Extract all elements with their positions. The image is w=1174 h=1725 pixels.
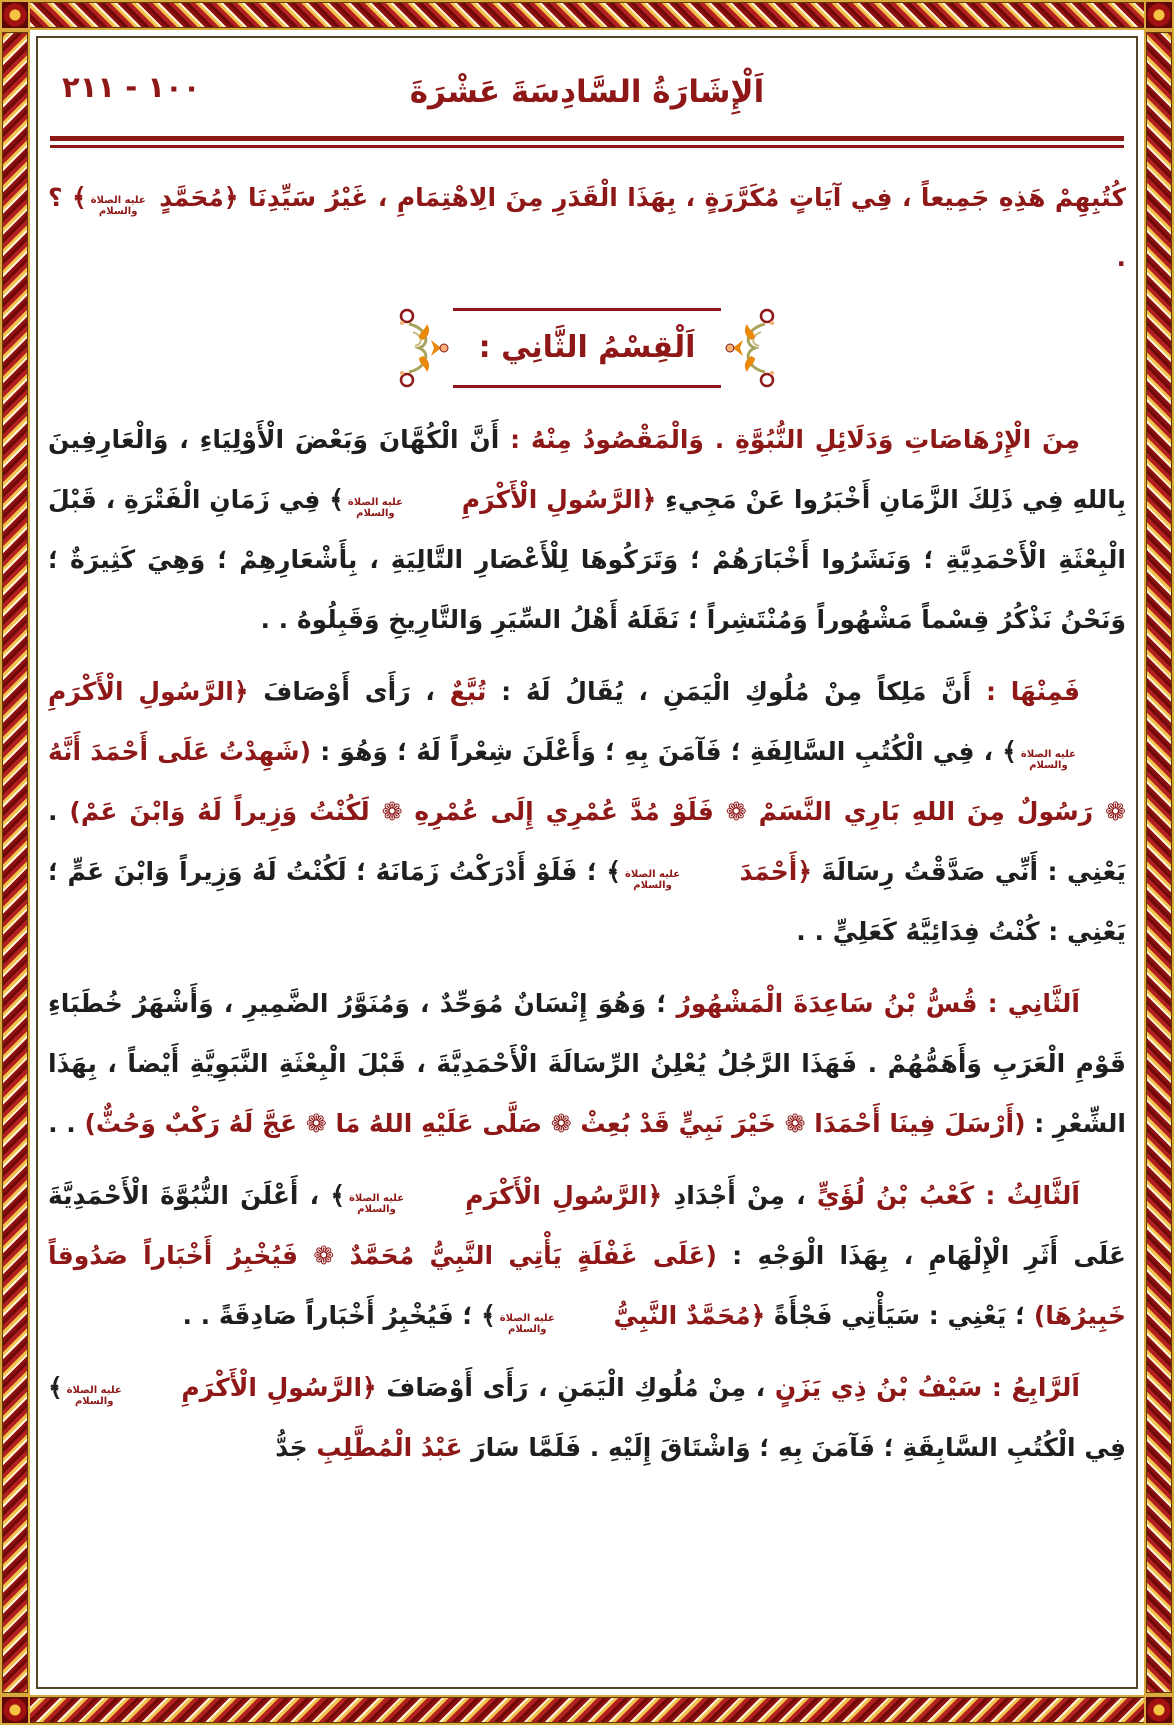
item-second xyxy=(48,974,1126,1154)
page-numbers: ١٠٠ - ٢١١ xyxy=(62,70,201,104)
honorific-mark: عليه الصلاة والسلام xyxy=(625,868,681,891)
text-segment: ﴾ فِي الْكُتُبِ السَّابِقَةِ ؛ فَآمَنَ بِهِ ؛ وَاشْتَاقَ إِلَيْهِ . فَلَمَّا سَارَ xyxy=(48,1372,1126,1462)
text-segment: ﴿أَحْمَدَ xyxy=(730,856,813,886)
honorific-mark: عليه الصلاة والسلام xyxy=(349,1192,405,1215)
text-segment: مِنَ الْإِرْهَاصَاتِ وَدَلَائِلِ النُّبُوَّةِ . وَالْمَقْصُودُ مِنْهُ : xyxy=(499,424,1080,454)
text-segment: ﴾ فِي زَمَانِ الْفَتْرَةِ ، قَبْلَ الْبِعْثَةِ الْأَحْمَدِيَّةِ ؛ وَنَشَرُوا أَخْبَارَهُمْ ؛ وَتَرَكُوهَا لِلْأَعْصَارِ التَّالِيَةِ ، بِأَشْعَارِهِمْ ؛ وَهِيَ كَثِيرَةٌ ؛ وَنَحْنُ نَذْكُرُ قِسْماً مَشْهُوراً وَمُنْتَشِراً ؛ نَقَلَهُ أَهْلُ السِّيَرِ وَالتَّارِيخِ وَقَبِلُوهُ . . xyxy=(48,484,1126,634)
text-segment: كُتُبِهِمْ هَذِهِ جَمِيعاً ، فِي آيَاتٍ مُكَرَّرَةٍ ، بِهَذَا الْقَدَرِ مِنَ الِاهْتِمَامِ ، غَيْرُ سَيِّدِنَا ﴿مُحَمَّدٍ xyxy=(149,182,1126,212)
text-segment: ﴿الرَّسُولِ الْأَكْرَمِ xyxy=(452,484,657,514)
ornamental-border-right xyxy=(1144,30,1174,1695)
page-title: اَلْإِشَارَةُ السَّادِسَةَ عَشْرَةَ xyxy=(409,74,765,110)
text-segment: أَنَّ الْكُهَّانَ وَبَعْضَ الْأَوْلِيَاءِ ، وَالْعَارِفِينَ بِاللهِ فِي ذَلِكَ الزَّمَانِ أَخْبَرُوا عَنْ مَجِيءِ xyxy=(48,424,1126,514)
page-content xyxy=(42,38,1132,1687)
text-segment: (أَرْسَلَ فِينَا أَحْمَدَا ❁ خَيْرَ نَبِيٍّ قَدْ بُعِثْ ❁ صَلَّى عَلَيْهِ اللهُ مَا ❁ عَجَّ لَهُ رَكْبٌ وَحُثٌّ) xyxy=(84,1108,1026,1138)
honorific-mark: عليه الصلاة والسلام xyxy=(90,194,146,217)
text-segment: ﴾ ؟ . xyxy=(48,182,1126,272)
text-segment: ؛ يَعْنِي : سَيَأْتِي فَجْأَةً xyxy=(765,1300,1034,1330)
text-segment: ، رَأَى أَوْصَافَ xyxy=(248,676,450,706)
text-body xyxy=(48,168,1126,1478)
text-segment: (شَهِدْتُ عَلَى أَحْمَدَ أَنَّهُ ❁ رَسُولٌ مِنَ اللهِ بَارِي النَّسَمْ ❁ فَلَوْ مُدَّ عُمْرِي إِلَى عُمْرِهِ ❁ لَكُنْتُ وَزِيراً لَهُ وَابْنَ عَمْ) xyxy=(48,736,1126,826)
item-first xyxy=(48,662,1126,962)
ornamental-border-left xyxy=(0,30,30,1695)
header-divider xyxy=(50,136,1124,148)
text-segment: جَدُّ xyxy=(275,1432,317,1462)
text-segment: ﴾ ؛ فَيُخْبِرُ أَخْبَاراً صَادِقَةً . . xyxy=(182,1300,496,1330)
text-segment: ﴿الرَّسُولِ الْأَكْرَمِ xyxy=(171,1372,377,1402)
text-segment: ﴿الرَّسُولِ الْأَكْرَمِ xyxy=(48,676,249,706)
text-segment: ﴿مُحَمَّدٌ النَّبِيُّ xyxy=(604,1300,766,1330)
ornamental-border-top xyxy=(0,0,1174,30)
text-segment: عَبْدُ الْمُطَّلِبِ xyxy=(316,1432,463,1462)
continuation-paragraph xyxy=(48,168,1126,288)
ornamental-border-bottom xyxy=(0,1695,1174,1725)
section-title: اَلْقِسْمُ الثَّانِي : xyxy=(478,329,696,365)
text-segment: . . xyxy=(48,1108,85,1138)
divider-thin-line xyxy=(50,145,1124,148)
intro-paragraph xyxy=(48,410,1126,650)
text-segment: ، مِنْ أَجْدَادِ xyxy=(662,1180,817,1210)
honorific-mark: عليه الصلاة والسلام xyxy=(499,1312,555,1335)
text-segment: ﴾ ؛ فَلَوْ أَدْرَكْتُ زَمَانَهُ ؛ لَكُنْتُ لَهُ وَزِيراً وَابْنَ عَمٍّ ؛ يَعْنِي : كُنْتُ فِدَائِيَّهُ كَعَلِيٍّ . . xyxy=(48,856,1126,946)
floral-ornament-left xyxy=(395,302,453,394)
section-heading-box xyxy=(395,302,780,394)
text-segment: ﴾ ، أَعْلَنَ النُّبُوَّةَ الْأَحْمَدِيَّةَ عَلَى أَثَرِ الْإِلْهَامِ ، بِهَذَا الْوَجْهِ : xyxy=(48,1180,1126,1270)
section-heading-core xyxy=(453,308,722,388)
text-segment: اَلثَّالِثُ : كَعْبُ بْنُ لُؤَيٍّ xyxy=(816,1180,1080,1210)
text-segment: ؛ وَهُوَ إِنْسَانٌ مُوَحِّدٌ ، وَمُنَوَّرُ الضَّمِيرِ ، وَأَشْهَرُ خُطَبَاءِ قَوْمِ الْعَرَبِ وَأَهَمُّهُمْ . فَهَذَا الرَّجُلُ يُعْلِنُ الرِّسَالَةَ الْأَحْمَدِيَّةَ ، قَبْلَ الْبِعْثَةِ النَّبَوِيَّةِ أَيْضاً ، بِهَذَا الشِّعْرِ : xyxy=(48,988,1126,1138)
text-segment: تُبَّعٌ xyxy=(449,676,487,706)
item-third xyxy=(48,1166,1126,1346)
border-corner-rosette xyxy=(0,1695,30,1725)
item-fourth xyxy=(48,1358,1126,1478)
honorific-mark: عليه الصلاة والسلام xyxy=(66,1384,122,1407)
text-segment: اَلثَّانِي : قُسُّ بْنُ سَاعِدَةَ الْمَشْهُورُ xyxy=(676,988,1080,1018)
text-segment: . يَعْنِي : أَنِّي صَدَّقْتُ رِسَالَةَ xyxy=(48,796,1126,886)
text-segment: ﴿الرَّسُولِ الْأَكْرَمِ xyxy=(454,1180,663,1210)
page-header xyxy=(48,62,1126,128)
text-segment: فَمِنْهَا : xyxy=(971,676,1080,706)
text-segment: أَنَّ مَلِكاً مِنْ مُلُوكِ الْيَمَنِ ، يُقَالُ لَهُ : xyxy=(486,676,972,706)
honorific-mark: عليه الصلاة والسلام xyxy=(1020,748,1076,771)
text-segment: ، مِنْ مُلُوكِ الْيَمَنِ ، رَأَى أَوْصَافَ xyxy=(376,1372,775,1402)
text-segment: ﴾ ، فِي الْكُتُبِ السَّالِفَةِ ؛ فَآمَنَ بِهِ ؛ وَأَعْلَنَ شِعْراً لَهُ ؛ وَهُوَ : xyxy=(311,736,1017,766)
text-segment: (عَلَى غَفْلَةٍ يَأْتِي النَّبِيُّ مُحَمَّدٌ ❁ فَيُخْبِرُ أَخْبَاراً صَدُوقاً خَبِيرُهَا) xyxy=(48,1240,1126,1330)
honorific-mark: عليه الصلاة والسلام xyxy=(347,496,403,519)
border-corner-rosette xyxy=(1144,0,1174,30)
border-corner-rosette xyxy=(0,0,30,30)
floral-ornament-right xyxy=(721,302,779,394)
border-corner-rosette xyxy=(1144,1695,1174,1725)
text-segment: اَلرَّابِعُ : سَيْفُ بْنُ ذِي يَزَنٍ xyxy=(774,1372,1080,1402)
